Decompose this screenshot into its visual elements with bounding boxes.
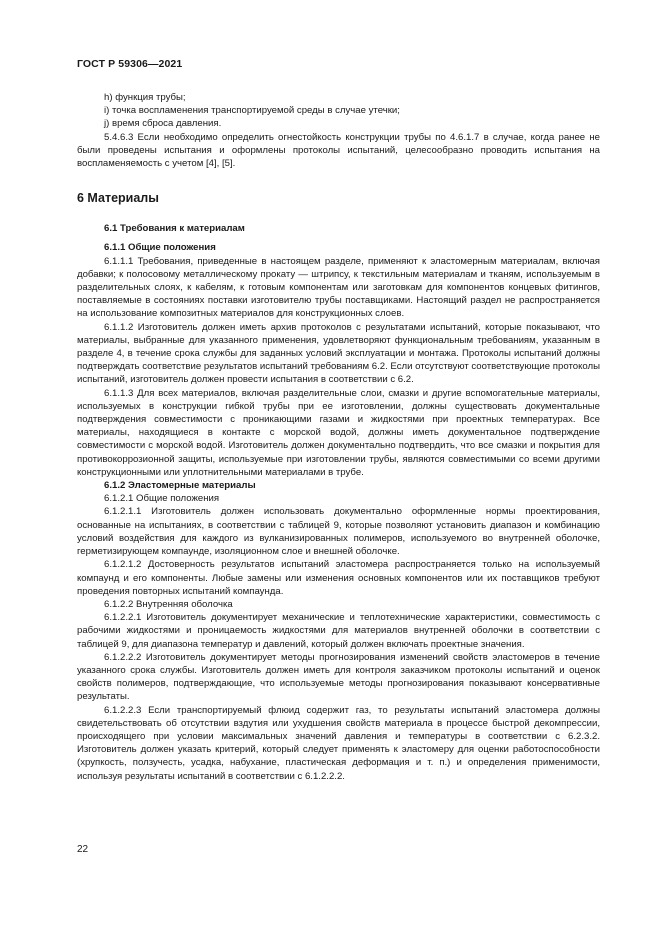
paragraph-6-1-2-2-2: 6.1.2.2.2 Изготовитель документирует методы прогнозирования изменений свойств эластомеров в течение указанного срока службы. Изготовитель должен иметь для контроля заказчиком протоколы испытаний и оценок свойств полимеров, подтверждающие, что используемые методы прогнозирования показывают консервативные результаты.: [77, 651, 600, 703]
document-header: ГОСТ Р 59306—2021: [77, 58, 183, 70]
paragraph-6-1-1-1: 6.1.1.1 Требования, приведенные в настоящем разделе, применяют к эластомерным материалам, включая добавки; к полосовому металлическому прокату — штрипсу, к текстильным материалам и тканям, используемым в разделительных слоях, к кабелям, к готовым компонентам или заготовкам для компонентов концевых фитингов, поставляемые в состояниях поставки изготовителю трубы поставщиками. Настоящий раздел не распространяется на использование композитных материалов для конструкционных слоев.: [77, 255, 600, 320]
document-body: [77, 91, 600, 783]
list-item-i: i) точка воспламенения транспортируемой среды в случае утечки;: [104, 105, 400, 117]
subsection-title-6-1-2-2: 6.1.2.2 Внутренняя оболочка: [104, 598, 233, 610]
subsection-title-6-1-2: 6.1.2 Эластомерные материалы: [104, 480, 256, 492]
paragraph-6-1-1-2: 6.1.1.2 Изготовитель должен иметь архив протоколов с результатами испытаний, которые показывают, что материалы, выбранные для указанного применения, удовлетворяют функциональным требованиям, указанным в разделе 4, в течение срока службы для заданных условий эксплуатации и монтажа. Протоколы испытаний должны подтверждать соответствие результатов испытаний требованиям 6.2. Если отсутствуют соответствующие протоколы испытаний, изготовитель должен провести испытания в соответствии с 6.2.: [77, 321, 600, 386]
page-number: 22: [77, 844, 89, 855]
paragraph-6-1-2-1-1: 6.1.2.1.1 Изготовитель должен использовать документально оформленные нормы проектирования, основанные на испытаниях, в соответствии с таблицей 9, которые позволяют установить диапазон и комбинацию условий воздействия для каждого из вулканизированных полимеров, используемого во внутренней оболочке, герметизирующем компаунде, изоляционном слое и внешней оболочке.: [77, 506, 600, 558]
paragraph-6-1-2-1-2: 6.1.2.1.2 Достоверность результатов испытаний эластомера распространяется только на используемый компаунд и его компоненты. Любые замены или изменения основных компонентов или их поставщиков требуют проведения повторных испытаний компаунда.: [77, 559, 600, 597]
list-item-h: h) функция трубы;: [104, 92, 186, 103]
paragraph-6-1-2-2-1: 6.1.2.2.1 Изготовитель документирует механические и теплотехнические характеристики, совместимость с рабочими жидкостями и проницаемость жидкостями для материалов внутренней оболочки в соответствии с таблицей 9, для диапазона температур и давлений, который должен включать проектные значения.: [77, 612, 600, 650]
paragraph-5-4-6-3: 5.4.6.3 Если необходимо определить огнестойкость конструкции трубы по 4.6.1.7 в случае, когда ранее не были проведены испытания и оформлены протоколы испытаний, целесообразно проводить испытания на воспламеняемость с учетом [4], [5].: [77, 131, 600, 170]
paragraph-6-1-2-2-3: 6.1.2.2.3 Если транспортируемый флюид содержит газ, то результаты испытаний эластомера должны свидетельствовать об отсутствии вздутия или ухудшения свойств материала в процессе быстрой декомпрессии, происходящего при условии максимальных значений давления и температуры в соответствии с 6.2.3.2. Изготовитель должен указать критерий, который следует применять к эластомеру для оценки работоспособности (хрупкость, ползучесть, усадка, набухание, пластическая деформация и т. п.) и определения применимости, используя результаты испытаний в соответствии с 6.1.2.2.2.: [77, 704, 600, 782]
list-item-j: j) время сброса давления.: [104, 118, 222, 130]
subsection-title-6-1-1: 6.1.1 Общие положения: [104, 242, 216, 254]
subsection-title-6-1: 6.1 Требования к материалам: [104, 223, 245, 235]
section-title-6: 6 Материалы: [77, 191, 159, 206]
subsection-title-6-1-2-1: 6.1.2.1 Общие положения: [104, 493, 220, 505]
paragraph-6-1-1-3: 6.1.1.3 Для всех материалов, включая разделительные слои, смазки и другие вспомогательные материалы, используемых в конструкции гибкой трубы при ее изготовлении, должны существовать документальные подтверждения совместимости с проникающими газами и жидкостями при проектных температурах. Все материалы, находящиеся в контакте с морской водой, должны иметь документальное подтверждение совместимости с морской водой. Изготовитель должен документально подтвердить, что все смазки и покрытия для противокоррозионной защиты, используемые при изготовлении трубы, являются совместимыми со всеми другими конструкционными или уплотнительными материалами в трубе.: [77, 387, 600, 478]
